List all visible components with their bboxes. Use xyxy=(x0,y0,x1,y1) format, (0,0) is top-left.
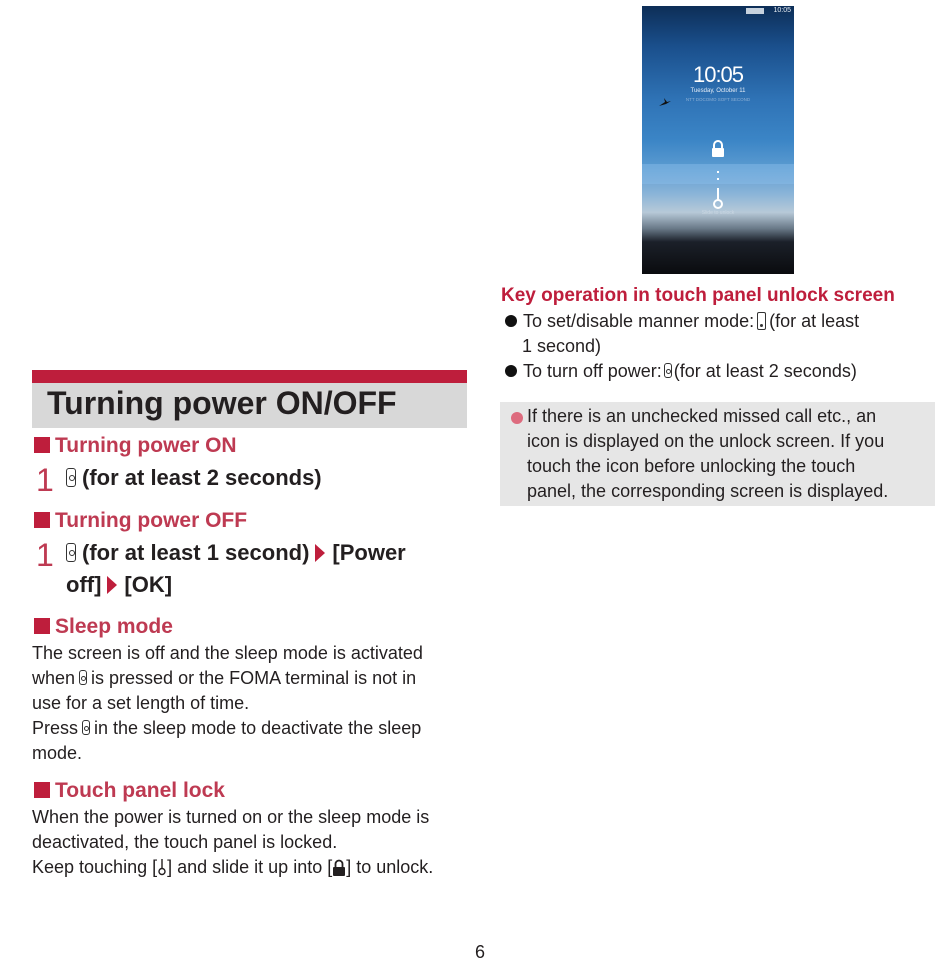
bullet-icon xyxy=(505,315,517,327)
list-item-cont: 1 second) xyxy=(522,336,602,356)
note-bullet-icon xyxy=(511,412,523,424)
lock-date: Tuesday, October 11 xyxy=(690,88,746,94)
subheading-power-on: Turning power ON xyxy=(34,434,237,458)
note-line: If there is an unchecked missed call etc., an xyxy=(527,406,877,426)
paragraph-line: use for a set length of time. xyxy=(32,693,250,713)
paragraph-line: deactivated, the touch panel is locked. xyxy=(32,832,338,852)
list-item: To set/disable manner mode: (for at least xyxy=(505,309,859,334)
square-marker-icon xyxy=(34,618,50,634)
section-heading: Key operation in touch panel unlock screen xyxy=(501,285,895,306)
step-number: 1 xyxy=(36,537,54,573)
paragraph-line: mode. xyxy=(32,743,83,763)
status-time: 10:05 xyxy=(773,7,791,14)
step-number: 1 xyxy=(36,462,54,498)
note-box xyxy=(500,402,935,506)
bullet-icon xyxy=(505,365,517,377)
subheading-sleep: Sleep mode xyxy=(34,615,173,639)
lock-subtext: NTT DOCOMO SOFT SECOND xyxy=(685,97,751,102)
subheading-touch-lock: Touch panel lock xyxy=(34,779,225,803)
signal-icon xyxy=(746,8,764,14)
title-bar xyxy=(32,370,467,383)
power-key-icon xyxy=(664,363,672,378)
paragraph-line: When the power is turned on or the sleep mode is xyxy=(32,807,430,827)
dot xyxy=(717,171,719,173)
square-marker-icon xyxy=(34,437,50,453)
manner-key-icon xyxy=(757,312,766,330)
power-key-icon xyxy=(79,670,87,685)
note-line: touch the icon before unlocking the touch xyxy=(527,456,856,476)
step-text: (for at least 1 second) [Power xyxy=(66,540,406,566)
paragraph-line: The screen is off and the sleep mode is activated xyxy=(32,643,423,663)
paragraph-line: Keep touching [ ] and slide it up into [ ] to unlock. xyxy=(32,857,434,877)
unlock-screen-image xyxy=(642,6,794,274)
paragraph-line: Press in the sleep mode to deactivate the sleep xyxy=(32,718,422,738)
paragraph-line: when is pressed or the FOMA terminal is not in xyxy=(32,668,417,688)
status-bar xyxy=(642,6,794,18)
unlock-track xyxy=(642,164,794,184)
lock-icon[interactable] xyxy=(710,140,726,158)
lock-icon xyxy=(332,859,346,876)
dot xyxy=(717,178,719,180)
key-slider-icon xyxy=(157,858,167,876)
power-key-icon xyxy=(82,720,90,735)
step-text: (for at least 2 seconds) xyxy=(66,465,322,491)
page-number: 6 xyxy=(475,942,486,962)
key-slider-icon[interactable] xyxy=(711,186,725,210)
note-line: panel, the corresponding screen is displayed. xyxy=(527,481,889,501)
title-band xyxy=(32,383,467,428)
unlock-hint: Slide to unlock xyxy=(701,210,735,216)
power-key-icon xyxy=(66,543,76,562)
note-line: icon is displayed on the unlock screen. If you xyxy=(527,431,885,451)
step-text: off] [OK] xyxy=(66,572,173,597)
square-marker-icon xyxy=(34,782,50,798)
bird-icon xyxy=(658,96,672,110)
page-title: Turning power ON/OFF xyxy=(47,385,397,421)
power-key-icon xyxy=(66,468,76,487)
square-marker-icon xyxy=(34,512,50,528)
arrow-right-icon xyxy=(315,544,325,562)
lock-clock: 10:05 xyxy=(692,62,744,87)
subheading-power-off: Turning power OFF xyxy=(34,509,247,533)
list-item: To turn off power: (for at least 2 seconds) xyxy=(505,359,857,384)
arrow-right-icon xyxy=(107,576,117,594)
